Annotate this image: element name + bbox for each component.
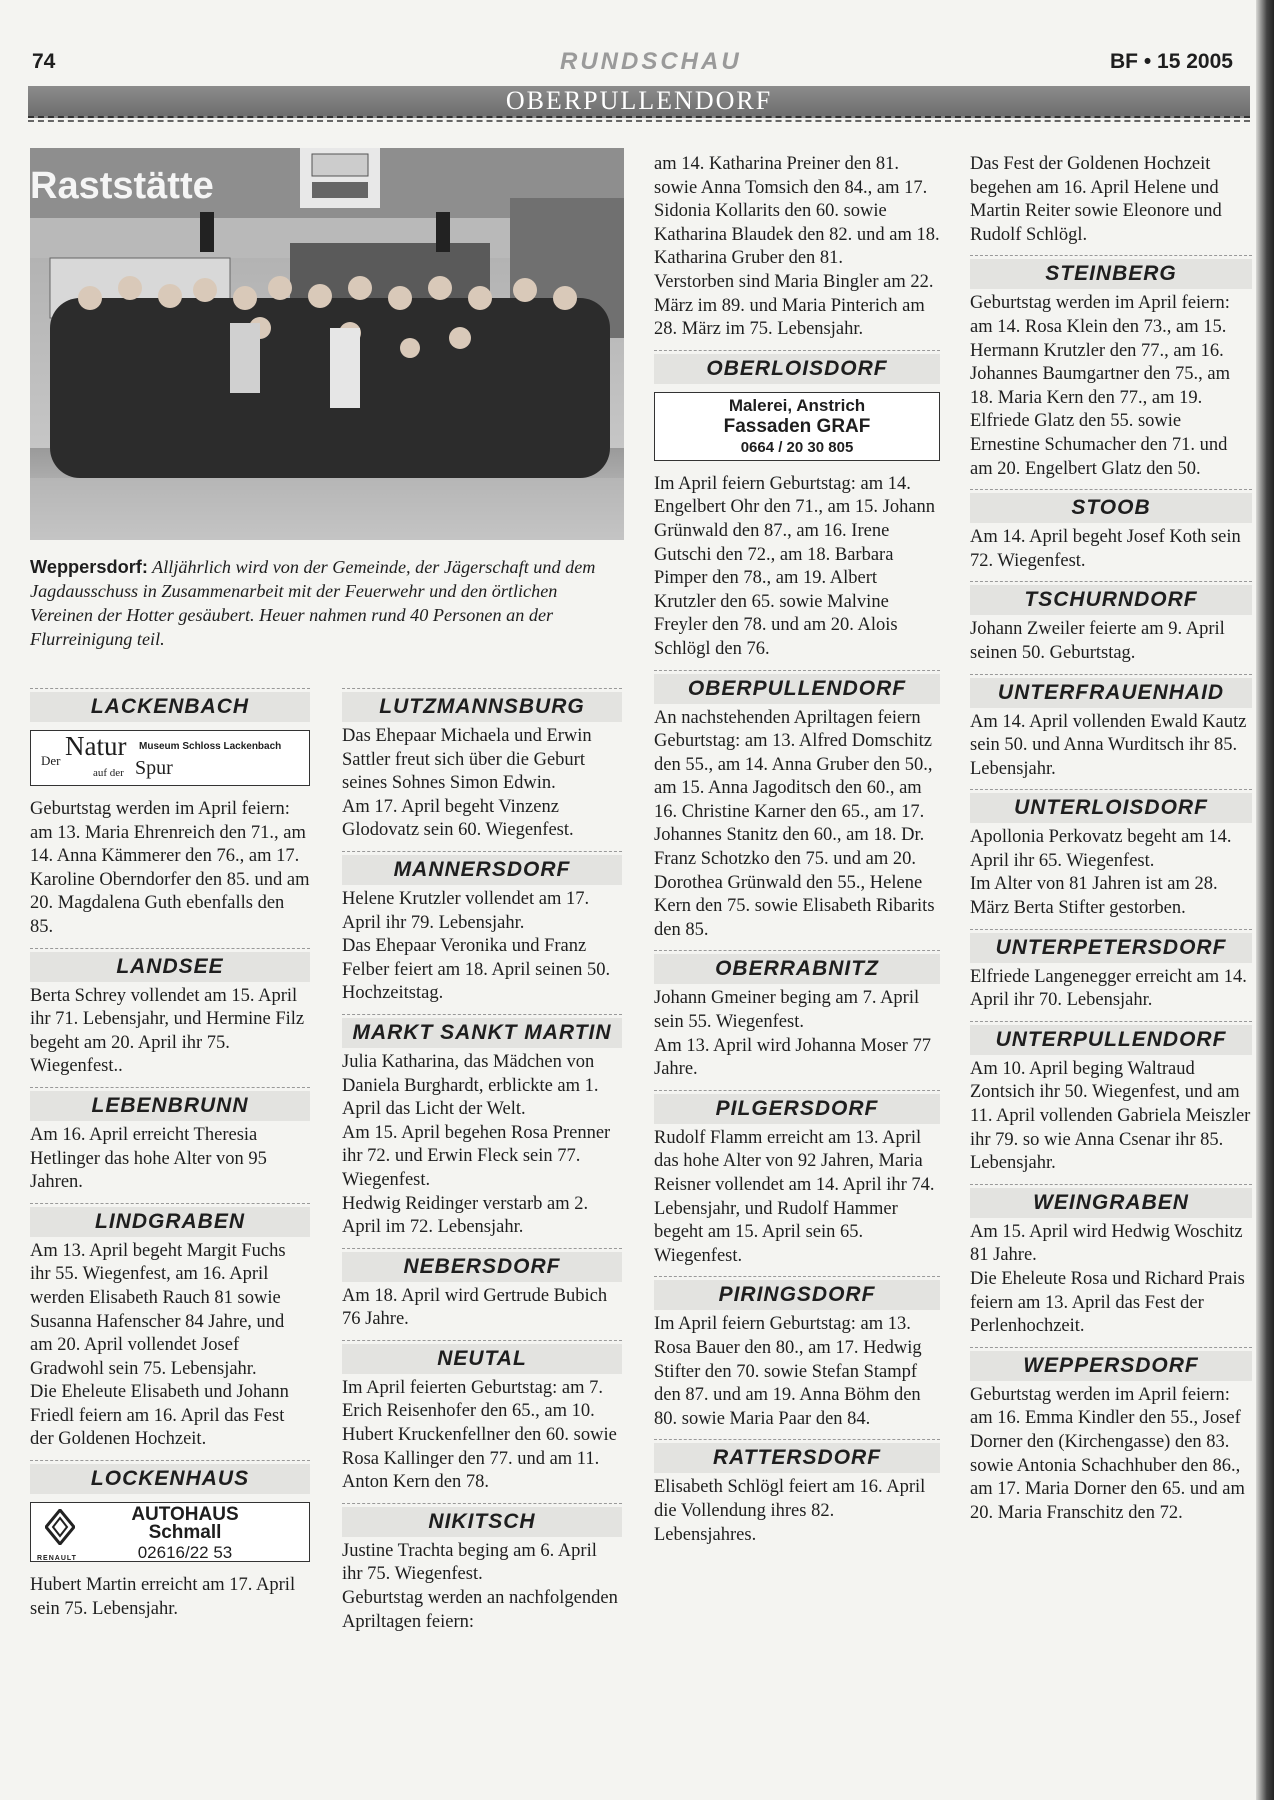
section-unterpetersdorf <box>970 929 1252 963</box>
article-text: Am 15. April begehen Rosa Prenner ihr 72. und Erwin Fleck sein 77. Wiegenfest. <box>342 1122 611 1190</box>
ad-phone: 02616/22 53 <box>137 1543 233 1563</box>
section-title: LANDSEE <box>30 952 310 982</box>
section-oberrabnitz <box>654 950 940 984</box>
section-title: LACKENBACH <box>30 692 310 722</box>
article-text: Am 13. April wird Johanna Moser 77 Jahre. <box>654 1035 931 1080</box>
section-nebersdorf <box>342 1248 622 1282</box>
section-lebenbrunn <box>30 1087 310 1121</box>
section-pilgersdorf <box>654 1090 940 1124</box>
section-title: RATTERSDORF <box>654 1443 940 1473</box>
section-weppersdorf <box>970 1347 1252 1381</box>
article-text: Am 13. April begeht Margit Fuchs ihr 55. Wiegenfest, am 16. April werden Elisabeth Rauch 81 sowie Susanna Hafenscher 84 Jahre, und am 20. April vollendet Josef Gradwohl sein 75. Lebensjahr. <box>30 1240 286 1379</box>
article-text: Im April feiern Geburtstag: am 13. Rosa Bauer den 80., am 17. Hedwig Stifter den 70. sowie Stefan Stampf den 87. und am 19. Anna Böhm den 80. sowie Maria Paar den 84. <box>654 1314 922 1429</box>
section-banner <box>28 86 1250 118</box>
article-text: Julia Katharina, das Mädchen von Daniela Burghardt, erblickte am 1. April das Licht der Welt. <box>342 1051 599 1120</box>
ad-text: Museum Schloss Lackenbach <box>139 741 282 752</box>
section-title: LEBENBRUNN <box>30 1091 310 1121</box>
article-text: Das Fest der Goldenen Hochzeit begehen am 16. April Helene und Martin Reiter sowie Eleonore und Rudolf Schlögl. <box>970 154 1222 245</box>
section-unterloisdorf <box>970 789 1252 823</box>
ad-text: Schmall <box>148 1522 222 1544</box>
section-weingraben <box>970 1184 1252 1218</box>
section-landsee <box>30 948 310 982</box>
section-oberpullendorf <box>654 670 940 704</box>
article-text: Am 16. April erreicht Theresia Hetlinger das hohe Alter von 95 Jahren. <box>30 1124 267 1193</box>
section-neutal <box>342 1340 622 1374</box>
section-title: LOCKENHAUS <box>30 1464 310 1494</box>
article-text: Elisabeth Schlögl feiert am 16. April die Vollendung ihres 82. Lebensjahres. <box>654 1477 926 1545</box>
section-mannersdorf <box>342 851 622 885</box>
page-edge-shadow <box>1256 0 1274 1800</box>
article-text: Apollonia Perkovatz begeht am 14. April ihr 65. Wiegenfest. <box>970 827 1232 871</box>
article-text: Am 14. April vollenden Ewald Kautz sein 50. und Anna Wurditsch ihr 85. Lebensjahr. <box>970 711 1247 779</box>
section-title: STEINBERG <box>970 259 1252 289</box>
section-title: UNTERLOISDORF <box>970 793 1252 823</box>
ad-text: auf der <box>93 767 124 779</box>
section-title: LINDGRABEN <box>30 1207 310 1237</box>
article-text: Im April feierten Geburtstag: am 7. Erich Reisenhofer den 65., am 10. Hubert Kruckenfellner den 60. sowie Rosa Kallinger den 77. und am 11. Anton Kern den 78. <box>342 1377 617 1493</box>
section-title: OBERLOISDORF <box>654 354 940 384</box>
section-title: WEPPERSDORF <box>970 1351 1252 1381</box>
article-text: Im April feiern Geburtstag: am 14. Engelbert Ohr den 71., am 15. Johann Grünwald den 87., am 16. Irene Gutschi den 72., am 18. Barbara Pimper den 78., am 19. Albert Krutzler den 65. sowie Malvine Freyler den 78. und am 20. Alois Schlögl den 76. <box>654 473 936 659</box>
article-text: Am 10. April beging Waltraud Zontsich ihr 50. Wiegenfest, und am 11. April vollenden Gabriela Meiszler ihr 79. so wie Anna Csenar ihr 85. Lebensjahr. <box>970 1058 1251 1174</box>
article-text: Geburtstag werden an nachfolgenden Apriltagen feiern: <box>342 1588 618 1632</box>
section-lockenhaus <box>30 1460 310 1494</box>
article-text: Die Eheleute Elisabeth und Johann Friedl feiern am 16. April das Fest der Goldenen Hochzeit. <box>30 1382 289 1450</box>
section-piringsdorf <box>654 1276 940 1310</box>
divider <box>28 120 1250 122</box>
ad-text: Der <box>41 753 61 768</box>
article-text: Im Alter von 81 Jahren ist am 28. März Berta Stifter gestorben. <box>970 874 1218 919</box>
section-title: UNTERPULLENDORF <box>970 1025 1252 1055</box>
section-title: NIKITSCH <box>342 1507 622 1537</box>
section-title: NEUTAL <box>342 1344 622 1374</box>
article-text: Am 18. April wird Gertrude Bubich 76 Jahre. <box>342 1285 608 1330</box>
article-text: am 14. Katharina Preiner den 81. sowie Anna Tomsich den 84., am 17. Sidonia Kollarits den 60. sowie Katharina Blaudek den 82. und am 18. Katharina Gruber den 81. <box>654 154 940 269</box>
ad-text: Fassaden GRAF <box>723 415 871 437</box>
caption-place: Weppersdorf: <box>30 557 148 577</box>
section-unterfrauenhaid <box>970 674 1252 708</box>
page-number: 74 <box>32 50 56 73</box>
article-text: Elfriede Langenegger erreicht am 14. April ihr 70. Lebensjahr. <box>970 966 1247 1011</box>
article-text: Rudolf Flamm erreicht am 13. April das hohe Alter von 92 Jahren, Maria Reisner vollendet am 14. April ihr 74. Lebensjahr, und Rudolf Hammer begeht am 15. April sein 65. Wiegenfest. <box>654 1127 935 1266</box>
article-text: Johann Zweiler feierte am 9. April seinen 50. Geburtstag. <box>970 619 1225 663</box>
article-text: Geburtstag werden im April feiern: am 14. Rosa Klein den 73., am 15. Hermann Krutzler den 77., am 16. Johannes Baumgartner den 75., am 18. Maria Kern den 77., am 19. Elfriede Glatz den 55. sowie Ernestine Schumacher den 71. und am 20. Engelbert Glatz den 50. <box>970 293 1230 479</box>
article-text: Hedwig Reidinger verstarb am 2. April im 72. Lebensjahr. <box>342 1193 589 1238</box>
section-title: UNTERPETERSDORF <box>970 933 1252 963</box>
article-text: Geburtstag werden im April feiern: am 16. Emma Kindler den 55., Josef Dorner den (Kirchengasse) den 83. sowie Antonia Schachhuber den 86., am 17. Maria Dorner den 65. und am 20. Maria Franschitz den 72. <box>970 1384 1245 1523</box>
ad-text: Natur <box>65 731 127 761</box>
section-lindgraben <box>30 1203 310 1237</box>
group-photo <box>30 148 624 540</box>
section-markt-sankt-martin <box>342 1014 622 1048</box>
publication-name: RUNDSCHAU <box>560 48 742 75</box>
section-title: OBERPULLENDORF <box>654 674 940 704</box>
caption-text: Alljährlich wird von der Gemeinde, der Jägerschaft und dem Jagdausschuss in Zusammenarbeit mit der Feuerwehr und den örtlichen Vereinen der Hotter gesäubert. Heuer nahmen rund 40 Personen an der Flurreinigung teil. <box>30 557 596 649</box>
section-lackenbach <box>30 688 310 722</box>
section-lutzmannsburg <box>342 688 622 722</box>
article-text: An nachstehenden Apriltagen feiern Geburtstag: am 13. Alfred Domschitz den 55., am 14. Anna Gruber den 50., am 15. Anna Jagoditsch den 60., am 16. Christine Karner den 65., am 17. Johannes Stanitz den 60., am 18. Dr. Franz Schotzko den 75. und am 20. Dorothea Grünwald den 55., Helene Kern den 75. sowie Elisabeth Ribarits den 85. <box>654 707 935 940</box>
section-title: WEINGRABEN <box>970 1188 1252 1218</box>
section-oberloisdorf <box>654 350 940 384</box>
photo-caption <box>30 555 624 651</box>
article-text: Geburtstag werden im April feiern: am 13. Maria Ehrenreich den 71., am 14. Anna Kämmerer den 76., am 17. Karoline Oberndorfer den 85. und am 20. Magdalena Guth ebenfalls den 85. <box>30 799 310 937</box>
photo-sign-text: Raststätte <box>30 165 214 207</box>
ad-malerei-graf <box>654 392 940 461</box>
article-text: Am 15. April wird Hedwig Woschitz 81 Jahre. <box>970 1221 1243 1266</box>
column-3 <box>654 153 940 1547</box>
column-2 <box>342 680 622 1634</box>
article-text: Hubert Martin erreicht am 17. April sein 75. Lebensjahr. <box>30 1575 296 1619</box>
ad-text: Spur <box>135 757 173 779</box>
section-steinberg <box>970 255 1252 289</box>
article-text: Helene Krutzler vollendet am 17. April ihr 79. Lebensjahr. <box>342 888 590 933</box>
section-banner-title: OBERPULLENDORF <box>505 86 773 115</box>
article-text: Das Ehepaar Michaela und Erwin Sattler freut sich über die Geburt seines Sohnes Simon Edwin. <box>342 726 592 794</box>
article-text: Verstorben sind Maria Bingler am 22. März im 89. und Maria Pinterich am 28. März im 75. Lebensjahr. <box>654 271 934 340</box>
section-nikitsch <box>342 1503 622 1537</box>
column-1 <box>30 680 310 1621</box>
issue-label: BF • 15 2005 <box>1110 50 1233 73</box>
section-title: STOOB <box>970 493 1252 523</box>
ad-phone: 0664 / 20 30 805 <box>740 438 854 456</box>
section-unterpullendorf <box>970 1021 1252 1055</box>
section-rattersdorf <box>654 1439 940 1473</box>
article-text: Am 17. April begeht Vinzenz Glodovatz sein 60. Wiegenfest. <box>342 796 574 841</box>
column-4 <box>970 153 1252 1525</box>
section-title: TSCHURNDORF <box>970 585 1252 615</box>
section-title: LUTZMANNSBURG <box>342 692 622 722</box>
article-text: Berta Schrey vollendet am 15. April ihr 71. Lebensjahr, und Hermine Filz begeht am 20. April ihr 75. Wiegenfest.. <box>30 985 305 1077</box>
section-title: OBERRABNITZ <box>654 954 940 984</box>
ad-brand: RENAULT <box>37 1555 77 1563</box>
ad-text: Malerei, Anstrich <box>728 395 866 415</box>
section-title: NEBERSDORF <box>342 1252 622 1282</box>
ad-museum-natur <box>30 730 310 786</box>
section-stoob <box>970 489 1252 523</box>
ad-text: AUTOHAUS <box>131 1504 239 1526</box>
article-text: Das Ehepaar Veronika und Franz Felber feiert am 18. April seinen 50. Hochzeitstag. <box>342 936 611 1004</box>
section-title: MARKT SANKT MARTIN <box>342 1018 622 1048</box>
section-title: PIRINGSDORF <box>654 1280 940 1310</box>
article-text: Am 14. April begeht Josef Koth sein 72. Wiegenfest. <box>970 527 1241 571</box>
article-text: Justine Trachta beging am 6. April ihr 75. Wiegenfest. <box>342 1540 597 1585</box>
section-title: UNTERFRAUENHAID <box>970 678 1252 708</box>
ad-autohaus-schmall <box>30 1502 310 1562</box>
article-text: Die Eheleute Rosa und Richard Prais feiern am 13. April das Fest der Perlenhochzeit. <box>970 1269 1245 1337</box>
section-tschurndorf <box>970 581 1252 615</box>
article-text: Johann Gmeiner beging am 7. April sein 55. Wiegenfest. <box>654 988 920 1033</box>
section-title: MANNERSDORF <box>342 855 622 885</box>
section-title: PILGERSDORF <box>654 1094 940 1124</box>
